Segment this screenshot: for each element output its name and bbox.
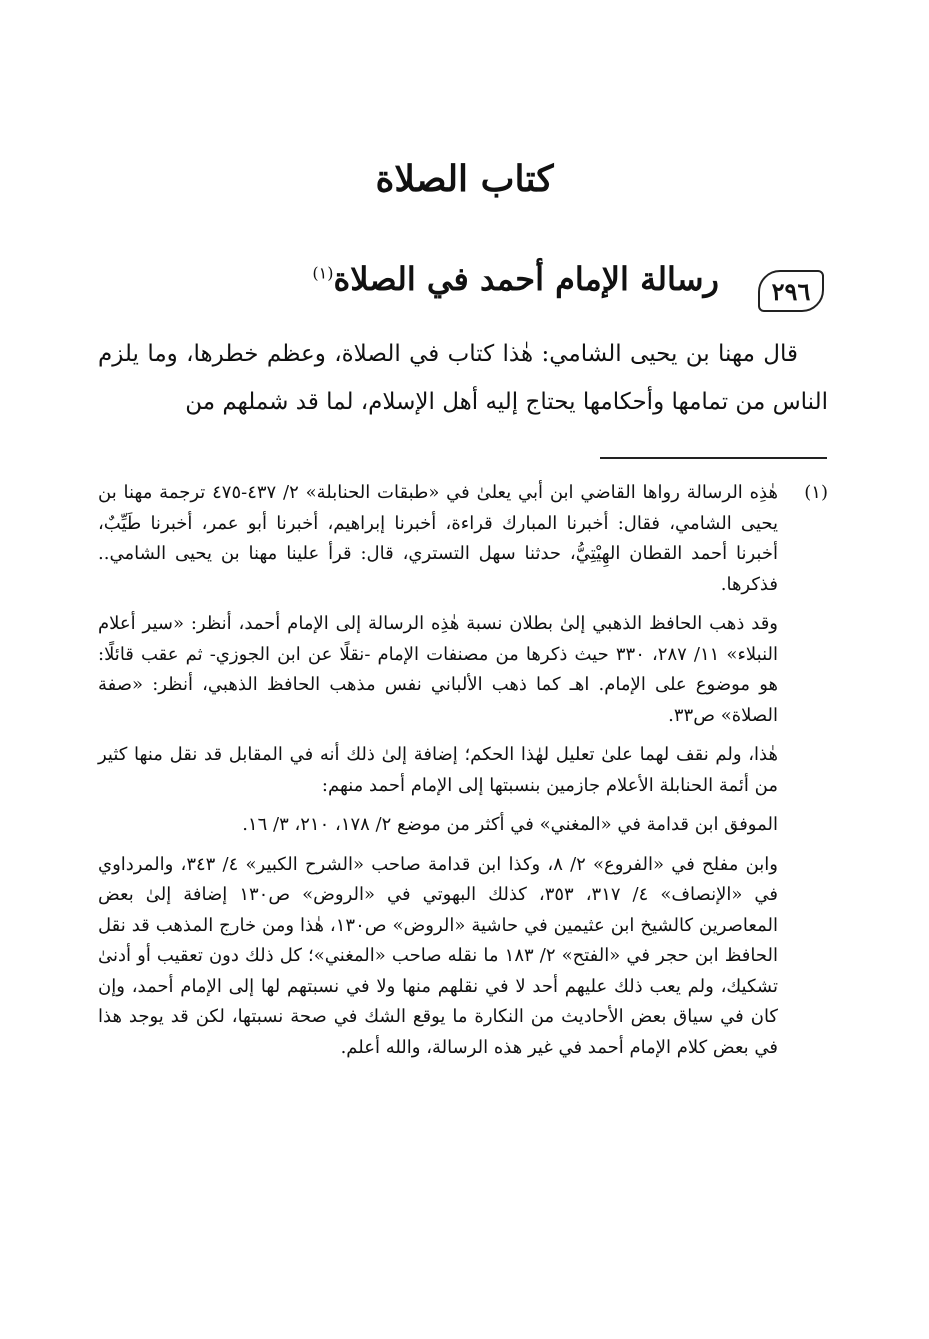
entry-number-badge (758, 270, 824, 312)
body-paragraph: قال مهنا بن يحيى الشامي: هٰذا كتاب في الصلاة، وعظم خطرها، وما يلزم الناس من تمامها وأحكامها يحتاج إليه أهل الإسلام، لما قد شملهم من (98, 341, 828, 415)
footnote-text: هٰذِه الرسالة رواها القاضي ابن أبي يعلىٰ في «طبقات الحنابلة» ٢/ ٤٣٧-٤٧٥ ترجمة مهنا بن يحيى الشامي، فقال: أخبرنا المبارك قراءة، أخبرنا إبراهيم، أخبرنا أبو عمر، أخبرنا طَيِّبٌ، أخبرنا أحمد القطان الهِيْتِيُّ، حدثنا سهل التستري، قال: قرأ علينا مهنا بن يحيى الشامي.. فذكرها. (98, 482, 778, 595)
section-title (312, 260, 719, 298)
book-title: كتاب الصلاة (375, 158, 554, 200)
footnote-paragraph: هٰذا، ولم نقف لهما علىٰ تعليل لهٰذا الحكم؛ إضافة إلىٰ ذلك أنه في المقابل قد نقل منها كثير من أئمة الحنابلة الأعلام جازمين بنسبتها إلى الإمام أحمد منهم: (98, 744, 778, 796)
entry-number: ٢٩٦ (771, 276, 811, 306)
footnote-paragraph: وابن مفلح في «الفروع» ٢/ ٨، وكذا ابن قدامة صاحب «الشرح الكبير» ٤/ ٣٤٣، والمرداوي في «الإنصاف» ٤/ ٣١٧، ٣٥٣، كذلك البهوتي في «الروض» ص١٣٠ إضافة إلىٰ بعض المعاصرين كالشيخ ابن عثيمين في حاشية «الروض» ص١٣٠، هٰذا ومن خارج المذهب قد نقل الحافظ ابن حجر في «الفتح» ٢/ ١٨٣ ما نقله صاحب «المغني»؛ كل ذلك دون تعقيب أو أدنىٰ تشكيك، ولم يعب ذلك عليهم أحد لا في نقلهم منها ولا في نسبتهم لها إلى الإمام أحمد، وإن كان في سياق بعض الأحاديث من النكارة ما يوقع الشك في صحة نسبتها، لكن قد يوجد هذا في بعض كلام الإمام أحمد في غير هذه الرسالة، والله أعلم. (98, 853, 779, 1058)
footnote-paragraph: وقد ذهب الحافظ الذهبي إلىٰ بطلان نسبة هٰذِه الرسالة إلى الإمام أحمد، أنظر: «سير أعلام النبلاء» ١١/ ٢٨٧، ٣٣٠ حيث ذكرها من مصنفات الإمام -نقلًا عن ابن الجوزي- ثم عقب قائلًا: هو موضوع على الإمام. اهـ كما ذهب الألباني نفس مذهب الحافظ الذهبي، أنظر: «صفة الصلاة» ص٣٣. (98, 613, 778, 726)
footnote-marker: (١) (804, 482, 828, 503)
main-body-text (98, 330, 828, 426)
footnote-divider (600, 457, 827, 459)
section-title-text: رسالة الإمام أحمد في الصلاة (333, 260, 719, 298)
footnote-ref: (١) (312, 263, 334, 283)
footnotes (98, 478, 828, 1072)
footnote-paragraph (98, 478, 828, 600)
footnote-paragraph: الموفق ابن قدامة في «المغني» في أكثر من موضع ٢/ ١٧٨، ٢١٠، ٣/ ١٦. (242, 814, 778, 835)
